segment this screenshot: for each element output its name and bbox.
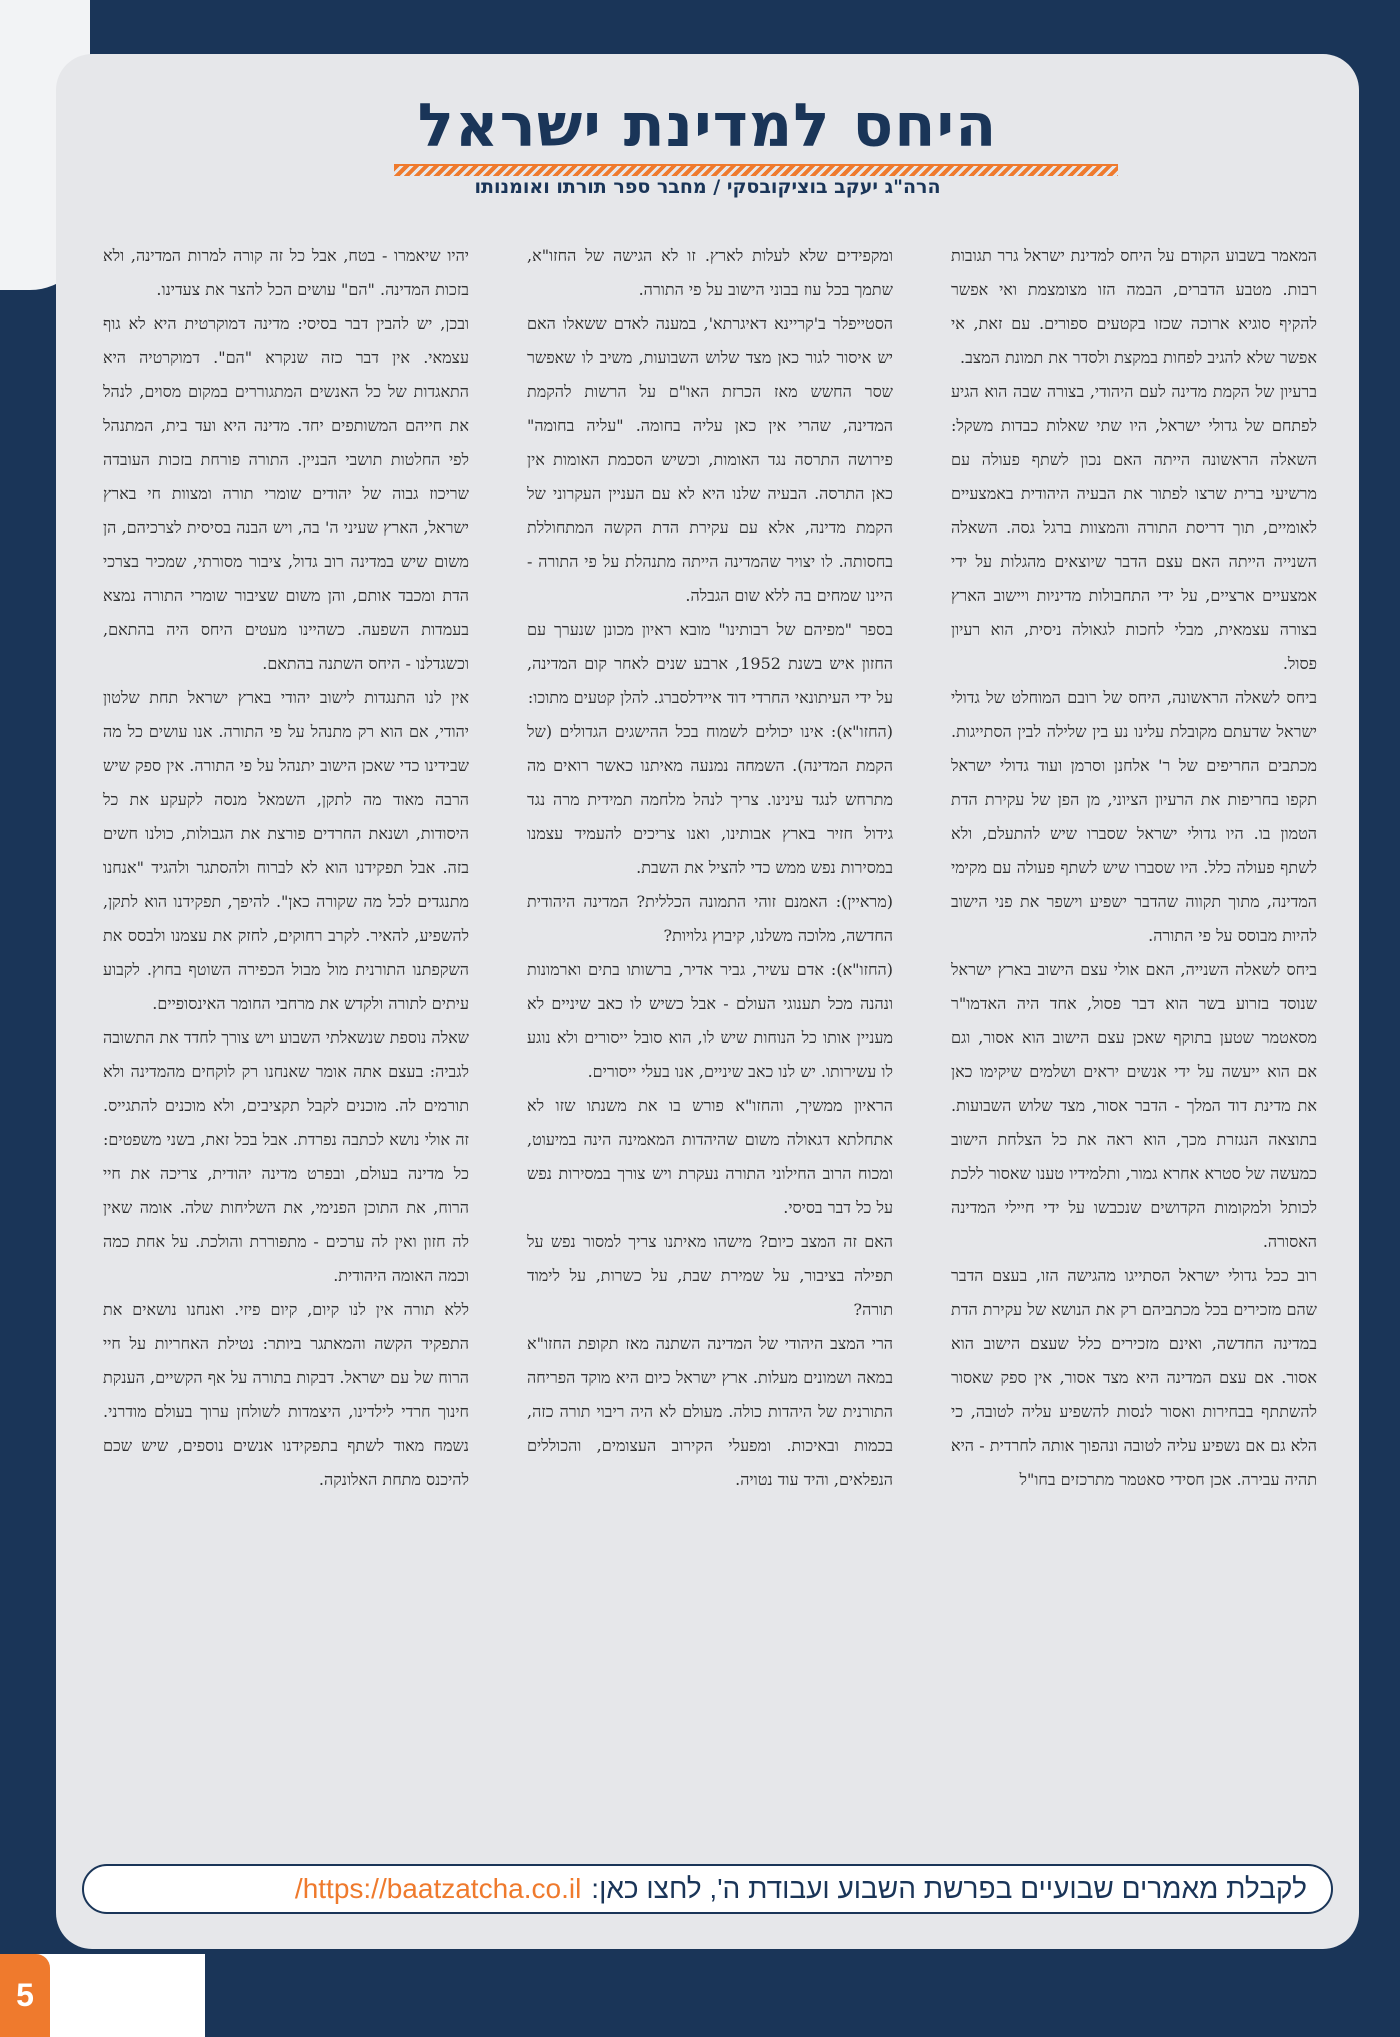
- subscribe-link[interactable]: https://baatzatcha.co.il/: [294, 1873, 582, 1904]
- paragraph: אין לנו התנגדות לישוב יהודי בארץ ישראל תחת שלטון יהודי, אם הוא רק מתנהל על פי התורה. אנו עושים כל מה שבידינו כדי שאכן הישוב יתנהל על פי התורה. אין ספק שיש הרבה מאוד מה לתקן, השמאל מנסה לקעקע את כל היסודות, ושנאת החרדים פורצת את הגבולות, כולנו חשים בזה. אבל תפקידנו הוא לא לברוח ולהסתגר ולהגיד "אנחנו מתנגדים לכל מה שקורה כאן". להיפך, תפקידנו הוא לתקן, להשפיע, להאיר. לקרב רחוקים, לחזק את עצמנו ולבסס את השקפתנו התורנית מול מבול הכפירה השוטף בחוץ. לקבוע עיתים לתורה ולקדש את מרחבי החומר האינסופיים.: [103, 688, 469, 1013]
- paragraph: (החזו"א): אינו יכולים לשמוח בכל ההישגים הגדולים (של הקמת המדינה). השמחה נמנעה מאיתנו כאשר רואים מה מתרחש לנגד עינינו. צריך לנהל מלחמה תמידית מרה נגד גידול חזיר בארץ אבותינו, ואנו צריכים להעמיד עצמנו במסירות נפש ממש כדי להציל את השבת.: [527, 722, 893, 877]
- paragraph: רוב ככל גדולי ישראל הסתייגו מהגישה הזו, בעצם הדבר שהם מזכירים בכל מכתביהם רק את הנושא של עקירת הדת במדינה החדשה, ואינם מזכירים כלל שעצם הישוב הוא אסור. אם עצם המדינה היא מצד אסור, אין ספק שאסור להשתתף בבחירות ואסור לנסות להשפיע עליה לטובה, כי הלא גם אם נשפיע עליה לטובה ונהפוך אותה לחרדית - היא תהיה עבירה. אכן חסידי סאטמר מתרכזים בחו"ל: [951, 1266, 1317, 1489]
- page-number: 5: [0, 1954, 50, 2037]
- article-page: [56, 54, 1359, 1949]
- subscribe-banner[interactable]: [82, 1864, 1333, 1914]
- paragraph: ביחס לשאלה הראשונה, היחס של רובם המוחלט של גדולי ישראל שדעתם מקובלת עלינו נע בין שלילה לבין הסתייגות. מכתבים החריפים של ר' אלחנן וסרמן ועוד גדולי ישראל תקפו בחריפות את הרעיון הציוני, מן הפן של עקירת הדת הטמון בו. היו גדולי ישראל שסברו שיש להתעלם, ולא לשתף פעולה כלל. היו שסברו שיש לשתף פעולה עם מקימי המדינה, מתוך תקווה שהדבר ישפיע וישפר את פני הישוב להיות מבוסס על פי התורה.: [951, 688, 1317, 945]
- paragraph: הרי המצב היהודי של המדינה השתנה מאז תקופת החזו"א במאה ושמונים מעלות. ארץ ישראל כיום היא מוקד הפריחה התורנית של היהדות כולה. מעולם לא היה ריבוי תורה כזה, בכמות ובאיכות. ומפעלי הקירוב העצומים, והכוללים הנפלאים, והיד עוד נטויה.: [527, 1334, 893, 1489]
- title-underline: [394, 164, 1118, 176]
- subscribe-text: לקבלת מאמרים שבועיים בפרשת השבוע ועבודת ה', לחצו כאן:: [591, 1873, 1307, 1904]
- paragraph: האם זה המצב כיום? מישהו מאיתנו צריך למסור נפש על תפילה בציבור, על שמירת שבת, על כשרות, על לימוד תורה?: [527, 1232, 893, 1319]
- article-byline: הרה"ג יעקב בוציקובסקי / מחבר ספר תורתו ואומנותו: [474, 176, 941, 198]
- paragraph: שאלה נוספת שנשאלתי השבוע ויש צורך לחדד את התשובה לגביה: בעצם אתה אומר שאנחנו רק לוקחים מהמדינה ולא תורמים לה. מוכנים לקבל תקציבים, ולא מוכנים להתגייס. זה אולי נושא לכתבה נפרדת. אבל בכל זאת, בשני משפטים: כל מדינה בעולם, ובפרט מדינה יהודית, צריכה את חיי הרוח, את התוכן הפנימי, את השליחות שלה. אומה שאין לה חזון ואין לה ערכים - מתפוררת והולכת. על אחת כמה וכמה האומה היהודית.: [103, 1028, 469, 1285]
- text-column-3: [103, 239, 469, 1859]
- paragraph: ביחס לשאלה השנייה, האם אולי עצם הישוב בארץ ישראל שנוסד בזרוע בשר הוא דבר פסול, אחד היה האדמו"ר מסאטמר שטען בתוקף שאכן עצם הישוב הוא אסור, וגם אם הוא ייעשה על ידי אנשים יראים ושלמים שיקימו כאן את מדינת דוד המלך - הדבר אסור, מצד שלוש השבועות. בתוצאה הנגזרת מכך, הוא ראה את כל הצלחת הישוב כמעשה של סטרא אחרא גמור, ותלמידיו טענו שאסור ללכת לכותל ולמקומות הקדושים שנכבשו על ידי חיילי המדינה האסורה.: [951, 960, 1317, 1251]
- paragraph: (החזו"א): אדם עשיר, גביר אדיר, ברשותו בתים וארמונות ונהנה מכל תענוגי העולם - אבל כשיש לו כאב שיניים לא מעניין אותו כל הנוחות שיש לו, הוא סובל ייסורים ולא נוגע לו עשירותו. יש לנו כאב שיניים, אנו בעלי ייסורים.: [527, 960, 893, 1081]
- paragraph: (מראיין): האמנם זוהי התמונה הכללית? המדינה היהודית החדשה, מלוכה משלנו, קיבוץ גלויות?: [527, 892, 893, 945]
- paragraph: ללא תורה אין לנו קיום, קיום פיזי. ואנחנו נושאים את התפקיד הקשה והמאתגר ביותר: נטילת האחריות על חיי הרוח של עם ישראל. דבקות בתורה על אף הקשיים, הענקת חינוך חרדי לילדינו, היצמדות לשולחן ערוך בעולם מודרני. נשמח מאוד לשתף בתפקידנו אנשים נוספים, שיש שכם להיכנס מתחת האלונקה.: [103, 1300, 469, 1489]
- paragraph: ומקפידים שלא לעלות לארץ. זו לא הגישה של החזו"א, שתמך בכל עוז בבוני הישוב על פי התורה.: [527, 246, 893, 299]
- paragraph: המאמר בשבוע הקודם על היחס למדינת ישראל גרר תגובות רבות. מטבע הדברים, הבמה הזו מצומצמת ואי אפשר להקיף סוגיא ארוכה שכזו בקטעים ספורים. עם זאת, אי אפשר שלא להגיב לפחות במקצת ולסדר את תמונת המצב.: [951, 246, 1317, 367]
- paragraph: ובכן, יש להבין דבר בסיסי: מדינה דמוקרטית היא לא גוף עצמאי. אין דבר כזה שנקרא "הם". דמוקרטיה היא התאגדות של כל האנשים המתגוררים במקום מסוים, לנהל את חייהם המשותפים יחד. מדינה היא ועד בית, המתנהל לפי החלטות תושבי הבניין. התורה פורחת בזכות העובדה שריכוז גבוה של יהודים שומרי תורה ומצוות חי בארץ ישראל, הארץ שעיני ה' בה, ויש הבנה בסיסית לצרכיהם, הן משום שיש במדינה רוב גדול, ציבור מסורתי, שמכיר בצרכי הדת ומכבד אותם, והן משום שציבור שומרי התורה נמצא בעמדות השפעה. כשהיינו מעטים היחס היה בהתאם, וכשגדלנו - היחס השתנה בהתאם.: [103, 314, 469, 673]
- text-column-1: [951, 239, 1317, 1859]
- paragraph: הראיון ממשיך, והחזו"א פורש בו את משנתו שזו לא אתחלתא דגאולה משום שהיהדות המאמינה הינה במיעוט, ומכוח הרוב החילוני התורה נעקרת ויש צורך במסירות נפש על כל דבר בסיסי.: [527, 1096, 893, 1217]
- article-title: היחס למדינת ישראל: [417, 91, 998, 161]
- article-columns: [101, 239, 1317, 1859]
- paragraph: הסטייפלר ב'קריינא דאיגרתא', במענה לאדם ששאלו האם יש איסור לגור כאן מצד שלוש השבועות, משיב לו שאפשר שסר החשש מאז הכרזת האו"ם על הרשות להקמת המדינה, שהרי אין כאן עליה בחומה. "עליה בחומה" פירושה התרסה נגד האומות, וכשיש הסכמת האומות אין כאן התרסה. הבעיה שלנו היא לא עם העניין העקרוני של הקמת מדינה, אלא עם עקירת הדת הקשה המתחוללת בחסותה. לו יצויר שהמדינה הייתה מתנהלת על פי התורה - היינו שמחים בה ללא שום הגבלה.: [527, 314, 893, 605]
- paragraph: ברעיון של הקמת מדינה לעם היהודי, בצורה שבה הוא הגיע לפתחם של גדולי ישראל, היו שתי שאלות כבדות משקל: השאלה הראשונה הייתה האם נכון לשתף פעולה עם מרשיעי ברית שרצו לפתור את הבעיה היהודית באמצעיים לאומיים, תוך דריסת התורה והמצוות ברגל גסה. השאלה השנייה הייתה האם עצם הדבר שיוצאים מהגלות על ידי אמצעיים ארציים, על ידי התחבולות מדיניות ויישוב הארץ בצורה עצמאית, מבלי לחכות לגאולה ניסית, הוא רעיון פסול.: [951, 382, 1317, 673]
- paragraph: יהיו שיאמרו - בטח, אבל כל זה קורה למרות המדינה, ולא בזכות המדינה. "הם" עושים הכל להצר את צעדינו.: [103, 246, 469, 299]
- text-column-2: [527, 239, 893, 1859]
- paragraph: בספר "מפיהם של רבותינו" מובא ראיון מכונן שנערך עם החזון איש בשנת 1952, ארבע שנים לאחר קום המדינה, על ידי העיתונאי החרדי דוד איידלסברג. להלן קטעים מתוכו:: [527, 620, 893, 707]
